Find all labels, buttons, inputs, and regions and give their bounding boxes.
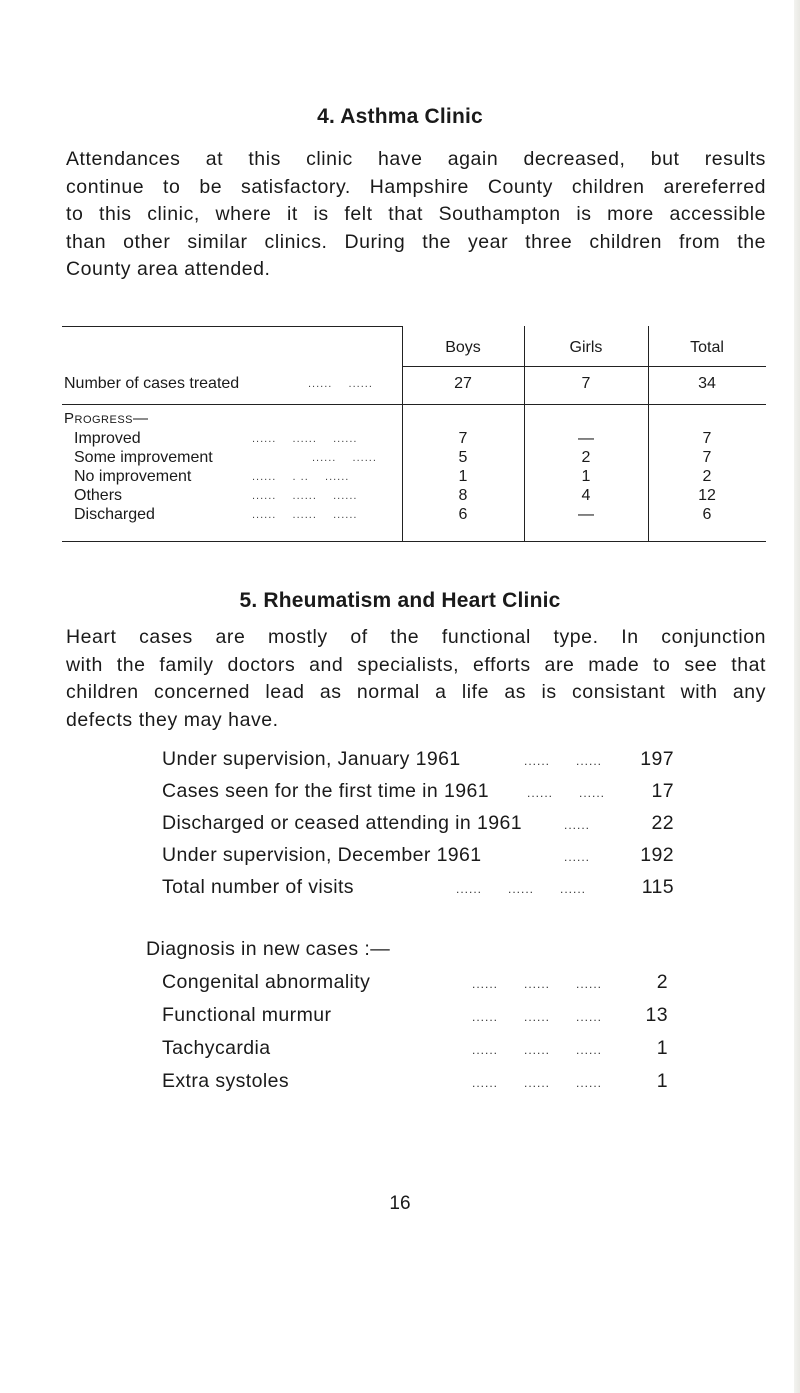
item-value: 22 [651,812,674,834]
paragraph-line: County area attended. [66,258,271,280]
paragraph-line: Attendances at this clinic have again decreased, but results [66,148,766,170]
leader-dots: ...... ...... ...... [252,509,358,521]
item-value: 115 [641,876,674,898]
page-number: 16 [389,1193,411,1214]
asthma-results-table [62,326,766,542]
item-label: Total number of visits [162,876,354,898]
total-value: 12 [698,487,716,504]
table-rule [62,404,766,405]
leader-dots: ...... ...... [308,378,373,390]
paragraph-line: with the family doctors and specialists, efforts are made to see that [66,653,766,676]
leader-dots: ...... ...... ...... [252,433,358,445]
girls-value: 2 [581,449,591,466]
item-label: Under supervision, December 1961 [162,844,482,866]
boys-value: 1 [458,468,468,485]
leader-dots: ...... ...... ...... [472,977,603,991]
total-value: 7 [702,430,712,447]
girls-value: — [578,430,594,447]
leader-dots: ...... ...... ...... [456,882,587,896]
treated-girls: 7 [581,375,591,392]
leader-dots: ...... ...... [527,786,606,800]
boys-value: 7 [458,430,468,447]
girls-value: — [578,506,594,523]
item-label: Discharged or ceased attending in 1961 [162,812,522,834]
item-label: Functional murmur [162,1004,332,1026]
row-label: Some improvement [74,449,213,466]
item-value: 1 [656,1037,668,1059]
leader-dots: ...... . .. ...... [252,471,350,483]
progress-label: Progress— [64,410,149,427]
row-label: Others [74,487,123,504]
item-label: Tachycardia [162,1037,271,1059]
item-label: Cases seen for the first time in 1961 [162,780,489,802]
boys-value: 5 [458,449,468,466]
rheumatism-paragraph [66,624,766,734]
boys-value: 8 [458,487,468,504]
girls-value: 1 [581,468,591,485]
table-rule [402,366,766,367]
total-value: 2 [702,468,712,485]
leader-dots: ...... [564,850,591,864]
leader-dots: ...... [564,818,591,832]
paragraph-line: to this clinic, where it is felt that Southampton is more accessible [66,203,766,225]
treated-total: 34 [698,375,716,392]
paragraph-line: continue to be satisfactory. Hampshire County children arereferred [66,175,766,198]
item-value: 13 [645,1004,668,1026]
treated-label: Number of cases treated [64,375,240,392]
leader-dots: ...... ...... [524,754,603,768]
row-label: No improvement [74,468,192,485]
item-label: Under supervision, January 1961 [162,748,461,770]
diagnosis-heading: Diagnosis in new cases :— [146,938,391,960]
paragraph-line: than other similar clinics. During the year three children from the [66,230,766,253]
leader-dots: ...... ...... [312,452,377,464]
paragraph-line: Heart cases are mostly of the functional type. In conjunction [66,626,766,648]
leader-dots: ...... ...... ...... [252,490,358,502]
row-label: Discharged [74,506,155,523]
diagnosis-list [146,938,726,1108]
leader-dots: ...... ...... ...... [472,1076,603,1090]
row-label: Improved [74,430,141,447]
item-value: 197 [640,748,674,770]
total-value: 6 [702,506,712,523]
asthma-paragraph [66,146,766,284]
table-rule [62,326,402,327]
boys-value: 6 [458,506,468,523]
paragraph-line: defects they may have. [66,708,279,731]
girls-value: 4 [581,487,591,504]
leader-dots: ...... ...... ...... [472,1010,603,1024]
rheumatism-clinic-heading: 5. Rheumatism and Heart Clinic [239,589,561,612]
paragraph-line: children concerned lead as normal a life as is consistant with any [66,681,766,703]
treated-boys: 27 [454,375,472,392]
leader-dots: ...... ...... ...... [472,1043,603,1057]
asthma-clinic-heading: 4. Asthma Clinic [317,105,483,128]
item-value: 17 [651,780,674,802]
item-label: Extra systoles [162,1070,289,1092]
column-header-total: Total [690,339,724,356]
item-value: 192 [640,844,674,866]
item-value: 1 [656,1070,668,1092]
item-value: 2 [656,971,668,993]
item-label: Congenital abnormality [162,971,371,993]
column-header-boys: Boys [445,339,481,356]
supervision-list [162,748,722,918]
table-rule [62,541,766,542]
total-value: 7 [702,449,712,466]
scan-edge [794,0,800,1393]
column-header-girls: Girls [569,339,603,356]
